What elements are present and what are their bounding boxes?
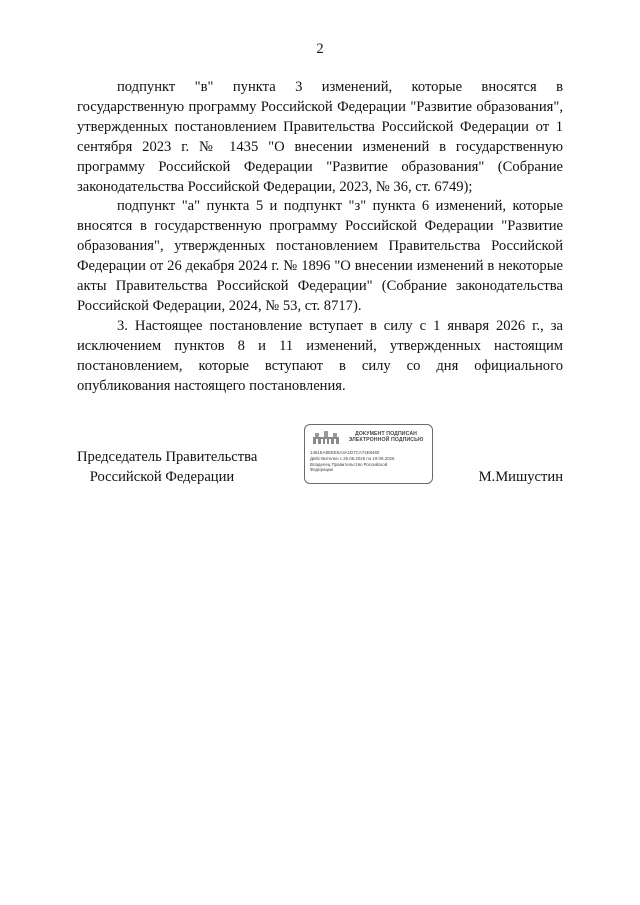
- signatory-position-line1: Председатель Правительства: [77, 449, 258, 465]
- stamp-owner-line1: Владелец Правительство Российской: [310, 461, 388, 467]
- document-body: [77, 78, 563, 397]
- signatory-name: М.Мишустин: [478, 469, 563, 485]
- paragraph-subpoint-v: подпункт "в" пункта 3 изменений, которые вносятся в государственную программу Российской Федерации "Развитие образования", утвержденных постановлением Правительства Российской Федерации от 1 сентября 2023 г. № 1435 "О внесении изменений в государственную программу Российской Федерации "Развитие образования" (Собрание законодательства Российской Федерации, 2023, № 36, ст. 6749);: [77, 79, 563, 195]
- signatory-position: [77, 448, 258, 487]
- stamp-certificate: 1461EA8EEE5A3A1D7CA74E8460: [310, 450, 380, 455]
- page-number: 2: [316, 41, 324, 57]
- stamp-title-line2: ЭЛЕКТРОННОЙ ПОДПИСЬЮ: [348, 437, 424, 444]
- stamp-title-line1: ДОКУМЕНТ ПОДПИСАН: [354, 431, 418, 437]
- electronic-signature-stamp: [304, 424, 433, 484]
- government-emblem-icon: [311, 430, 341, 446]
- stamp-validity: Действителен с 26.06.2025 по 19.09.2026: [310, 455, 395, 461]
- stamp-details: [310, 450, 428, 473]
- stamp-owner-line2: Федерации: [310, 467, 333, 473]
- stamp-title: [343, 431, 429, 444]
- paragraph-subpoint-a: подпункт "а" пункта 5 и подпункт "з" пункта 6 изменений, которые вносятся в государственную программу Российской Федерации "Развитие образования", утвержденных постановлением Правительства Российской Федерации от 26 декабря 2024 г. № 1896 "О внесении изменений в некоторые акты Правительства Российской Федерации" (Собрание законодательства Российской Федерации, 2024, № 53, ст. 8717).: [77, 198, 563, 314]
- signatory-position-line2: Российской Федерации: [89, 468, 235, 485]
- paragraph-effective-date: 3. Настоящее постановление вступает в силу с 1 января 2026 г., за исключением пунктов 8 и 11 изменений, утвержденных настоящим постановлением, которые вступают в силу со дня официального опубликования настоящего постановления.: [77, 317, 563, 394]
